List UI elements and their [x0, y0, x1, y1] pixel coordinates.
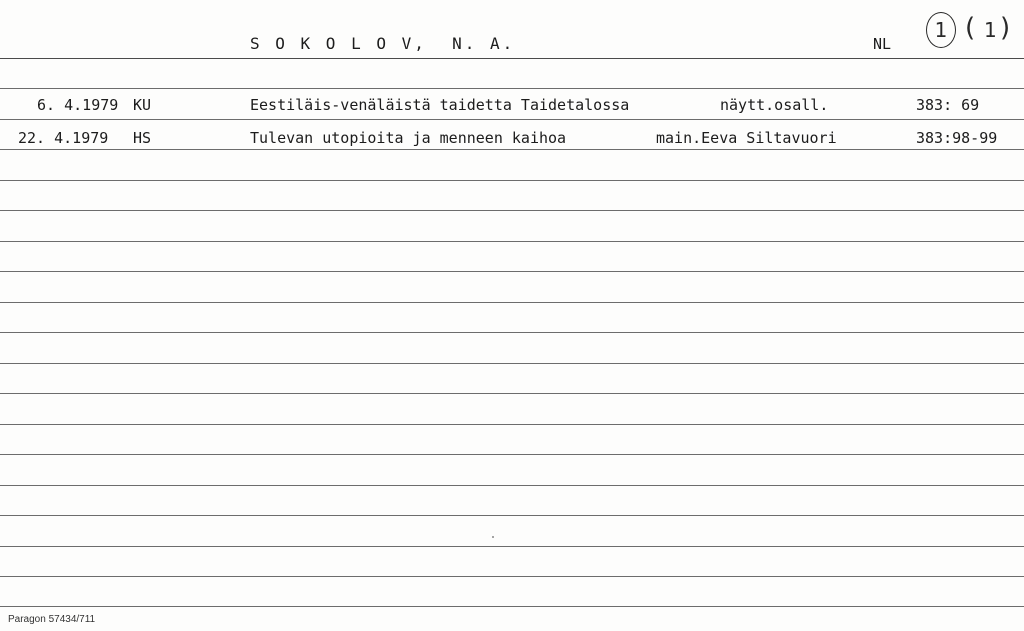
circled-card-number: 1: [926, 12, 956, 48]
entry-date: 22. 4.1979: [18, 129, 109, 147]
entry-source: HS: [133, 129, 152, 147]
ruled-line: [0, 363, 1024, 364]
ruled-line: [0, 606, 1024, 607]
paren-close: ): [1000, 13, 1011, 43]
ruled-line: [0, 241, 1024, 242]
ruled-line: [0, 332, 1024, 333]
ruled-line: [0, 424, 1024, 425]
entry-title: Tulevan utopioita ja menneen kaihoa: [250, 129, 567, 147]
ruled-line: [0, 454, 1024, 455]
paren-card-number: 1: [984, 18, 997, 42]
ruled-line: [0, 515, 1024, 516]
ruled-line: [0, 88, 1024, 89]
entry-ref: 383:98-99: [916, 129, 998, 147]
ruled-line: [0, 119, 1024, 120]
ruled-line: [0, 576, 1024, 577]
entry-note: näytt.osall.: [720, 96, 829, 114]
card-manufacturer-mark: Paragon 57434/711: [8, 614, 96, 625]
entry-ref: 383: 69: [916, 96, 980, 114]
entry-note: main.Eeva Siltavuori: [656, 129, 837, 147]
card-code: NL: [873, 35, 892, 53]
entry-date: 6. 4.1979: [28, 96, 119, 114]
ruled-line: [0, 546, 1024, 547]
entry-row: [0, 129, 1024, 255]
paper-speck: [492, 536, 494, 538]
entry-source: KU: [133, 96, 152, 114]
entry-title: Eestiläis-venäläistä taidetta Taidetalossa: [250, 96, 630, 114]
paren-open: (: [965, 13, 976, 43]
person-name: S O K O L O V, N. A.: [250, 34, 516, 53]
ruled-line: [0, 485, 1024, 486]
ruled-line: [0, 302, 1024, 303]
ruled-line: [0, 210, 1024, 211]
ruled-line: [0, 271, 1024, 272]
ruled-line: [0, 149, 1024, 150]
ruled-line: [0, 393, 1024, 394]
ruled-line: [0, 180, 1024, 181]
header-rule: [0, 58, 1024, 59]
